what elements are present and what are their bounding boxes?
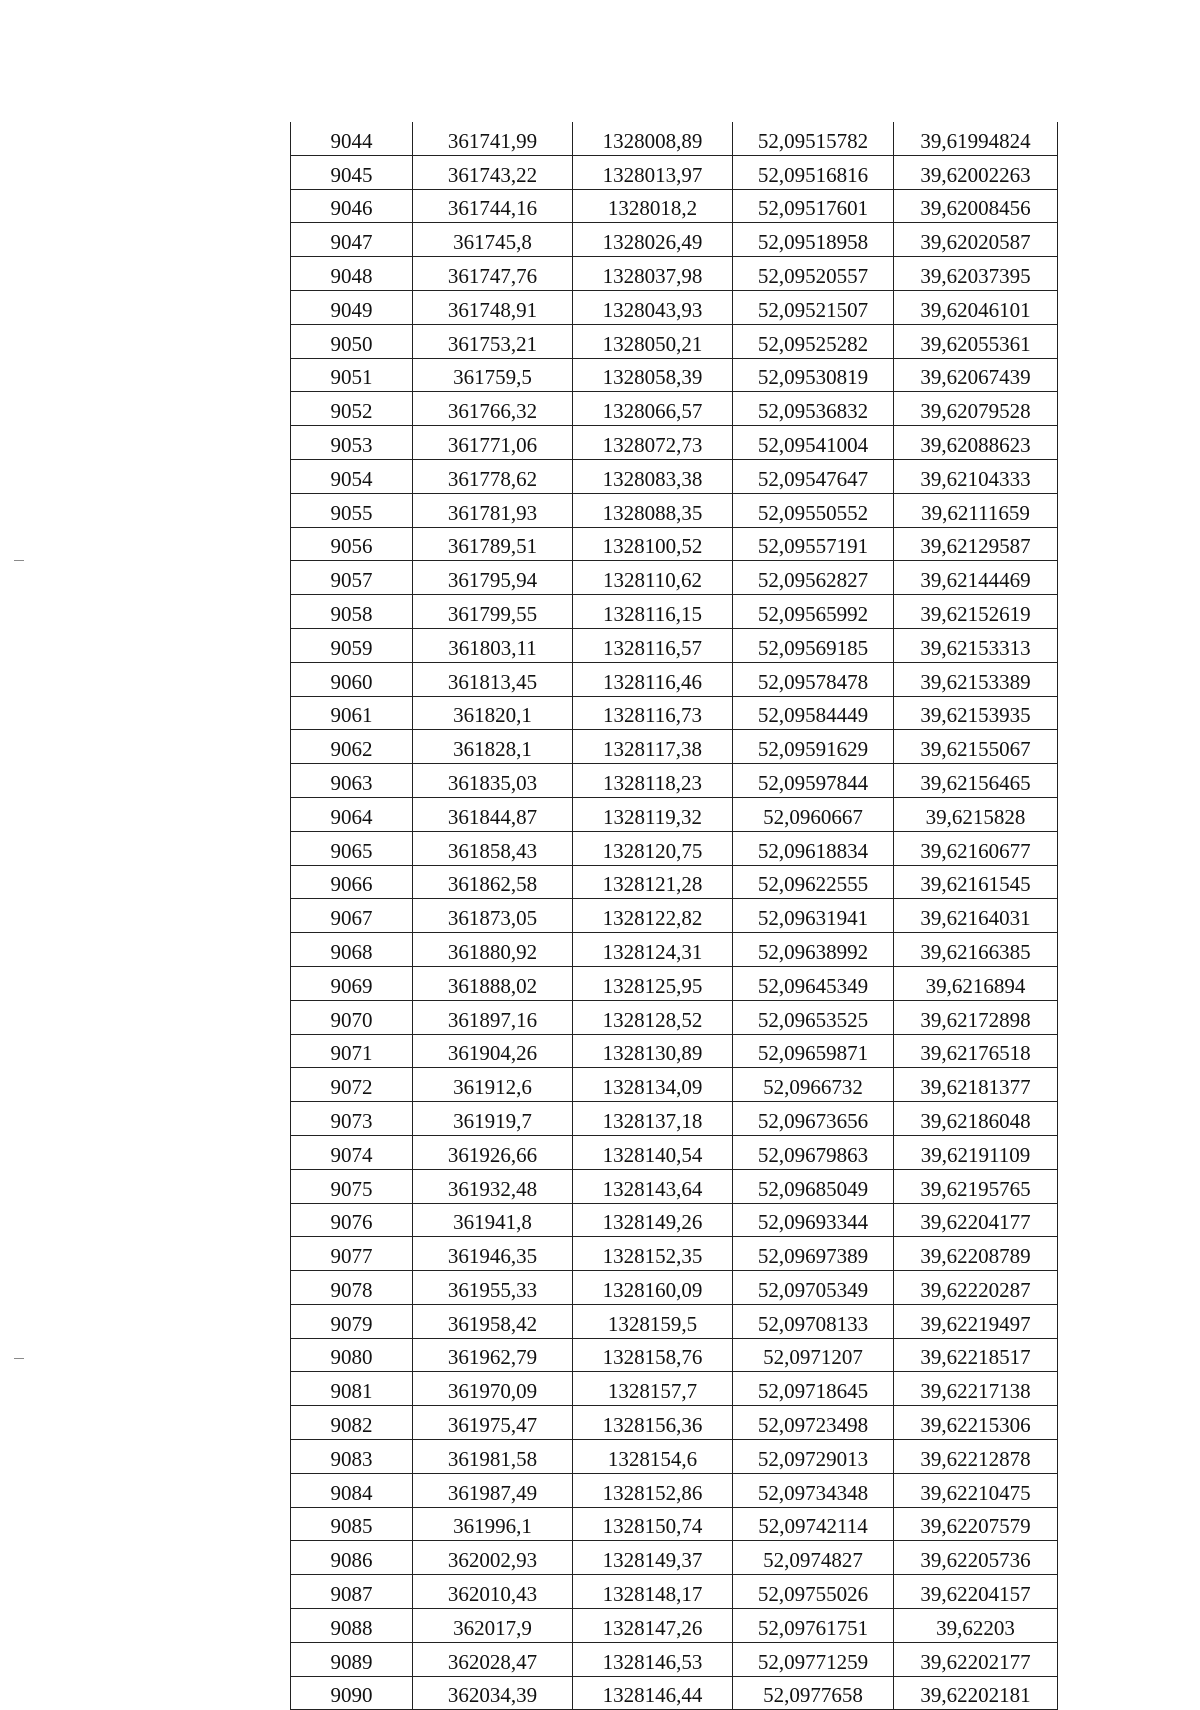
x-coordinate-cell: 361946,35: [413, 1237, 573, 1271]
table-row: [291, 1000, 1058, 1034]
x-coordinate-cell: 361835,03: [413, 764, 573, 798]
x-coordinate-cell: 361743,22: [413, 155, 573, 189]
longitude-cell: 39,62202177: [894, 1642, 1058, 1676]
y-coordinate-cell: 1328152,86: [573, 1473, 733, 1507]
y-coordinate-cell: 1328043,93: [573, 290, 733, 324]
latitude-cell: 52,09597844: [733, 764, 894, 798]
y-coordinate-cell: 1328050,21: [573, 324, 733, 358]
point-number-cell: 9051: [291, 358, 413, 392]
table-row: [291, 730, 1058, 764]
latitude-cell: 52,09536832: [733, 392, 894, 426]
latitude-cell: 52,0966732: [733, 1068, 894, 1102]
y-coordinate-cell: 1328149,37: [573, 1541, 733, 1575]
table-row: [291, 290, 1058, 324]
longitude-cell: 39,62212878: [894, 1440, 1058, 1474]
table-row: [291, 933, 1058, 967]
y-coordinate-cell: 1328118,23: [573, 764, 733, 798]
y-coordinate-cell: 1328121,28: [573, 865, 733, 899]
longitude-cell: 39,62208789: [894, 1237, 1058, 1271]
y-coordinate-cell: 1328124,31: [573, 933, 733, 967]
latitude-cell: 52,09515782: [733, 122, 894, 155]
y-coordinate-cell: 1328146,53: [573, 1642, 733, 1676]
y-coordinate-cell: 1328150,74: [573, 1507, 733, 1541]
y-coordinate-cell: 1328122,82: [573, 899, 733, 933]
point-number-cell: 9071: [291, 1034, 413, 1068]
latitude-cell: 52,0971207: [733, 1338, 894, 1372]
y-coordinate-cell: 1328110,62: [573, 561, 733, 595]
point-number-cell: 9068: [291, 933, 413, 967]
x-coordinate-cell: 361745,8: [413, 223, 573, 257]
longitude-cell: 39,62220287: [894, 1271, 1058, 1305]
point-number-cell: 9080: [291, 1338, 413, 1372]
latitude-cell: 52,09518958: [733, 223, 894, 257]
longitude-cell: 39,62207579: [894, 1507, 1058, 1541]
longitude-cell: 39,6216894: [894, 966, 1058, 1000]
x-coordinate-cell: 361766,32: [413, 392, 573, 426]
latitude-cell: 52,09705349: [733, 1271, 894, 1305]
latitude-cell: 52,09693344: [733, 1203, 894, 1237]
x-coordinate-cell: 361803,11: [413, 628, 573, 662]
point-number-cell: 9054: [291, 459, 413, 493]
latitude-cell: 52,09685049: [733, 1169, 894, 1203]
longitude-cell: 39,62202181: [894, 1676, 1058, 1710]
y-coordinate-cell: 1328058,39: [573, 358, 733, 392]
longitude-cell: 39,62161545: [894, 865, 1058, 899]
point-number-cell: 9089: [291, 1642, 413, 1676]
table-row: [291, 764, 1058, 798]
x-coordinate-cell: 361759,5: [413, 358, 573, 392]
point-number-cell: 9084: [291, 1473, 413, 1507]
y-coordinate-cell: 1328013,97: [573, 155, 733, 189]
y-coordinate-cell: 1328157,7: [573, 1372, 733, 1406]
latitude-cell: 52,0974827: [733, 1541, 894, 1575]
x-coordinate-cell: 361932,48: [413, 1169, 573, 1203]
longitude-cell: 39,62152619: [894, 595, 1058, 629]
x-coordinate-cell: 361781,93: [413, 493, 573, 527]
table-row: [291, 1068, 1058, 1102]
y-coordinate-cell: 1328158,76: [573, 1338, 733, 1372]
longitude-cell: 39,62155067: [894, 730, 1058, 764]
point-number-cell: 9066: [291, 865, 413, 899]
latitude-cell: 52,09520557: [733, 257, 894, 291]
point-number-cell: 9072: [291, 1068, 413, 1102]
y-coordinate-cell: 1328156,36: [573, 1406, 733, 1440]
x-coordinate-cell: 361753,21: [413, 324, 573, 358]
table-row: [291, 1406, 1058, 1440]
longitude-cell: 39,62195765: [894, 1169, 1058, 1203]
table-row: [291, 831, 1058, 865]
latitude-cell: 52,09631941: [733, 899, 894, 933]
x-coordinate-cell: 361748,91: [413, 290, 573, 324]
x-coordinate-cell: 361970,09: [413, 1372, 573, 1406]
y-coordinate-cell: 1328130,89: [573, 1034, 733, 1068]
y-coordinate-cell: 1328066,57: [573, 392, 733, 426]
table-row: [291, 865, 1058, 899]
y-coordinate-cell: 1328018,2: [573, 189, 733, 223]
x-coordinate-cell: 362034,39: [413, 1676, 573, 1710]
latitude-cell: 52,09547647: [733, 459, 894, 493]
x-coordinate-cell: 361862,58: [413, 865, 573, 899]
y-coordinate-cell: 1328154,6: [573, 1440, 733, 1474]
point-number-cell: 9085: [291, 1507, 413, 1541]
point-number-cell: 9044: [291, 122, 413, 155]
latitude-cell: 52,09557191: [733, 527, 894, 561]
y-coordinate-cell: 1328008,89: [573, 122, 733, 155]
point-number-cell: 9055: [291, 493, 413, 527]
x-coordinate-cell: 361912,6: [413, 1068, 573, 1102]
table-row: [291, 1237, 1058, 1271]
y-coordinate-cell: 1328037,98: [573, 257, 733, 291]
table-row: [291, 1507, 1058, 1541]
latitude-cell: 52,09697389: [733, 1237, 894, 1271]
y-coordinate-cell: 1328088,35: [573, 493, 733, 527]
table-row: [291, 1642, 1058, 1676]
y-coordinate-cell: 1328026,49: [573, 223, 733, 257]
latitude-cell: 52,09516816: [733, 155, 894, 189]
point-number-cell: 9047: [291, 223, 413, 257]
longitude-cell: 39,62191109: [894, 1135, 1058, 1169]
y-coordinate-cell: 1328117,38: [573, 730, 733, 764]
y-coordinate-cell: 1328146,44: [573, 1676, 733, 1710]
y-coordinate-cell: 1328143,64: [573, 1169, 733, 1203]
table-row: [291, 1541, 1058, 1575]
x-coordinate-cell: 361795,94: [413, 561, 573, 595]
table-row: [291, 1440, 1058, 1474]
latitude-cell: 52,09742114: [733, 1507, 894, 1541]
longitude-cell: 39,62166385: [894, 933, 1058, 967]
point-number-cell: 9076: [291, 1203, 413, 1237]
latitude-cell: 52,09618834: [733, 831, 894, 865]
table-row: [291, 1609, 1058, 1643]
point-number-cell: 9060: [291, 662, 413, 696]
y-coordinate-cell: 1328148,17: [573, 1575, 733, 1609]
latitude-cell: 52,09761751: [733, 1609, 894, 1643]
longitude-cell: 39,62176518: [894, 1034, 1058, 1068]
longitude-cell: 39,62008456: [894, 189, 1058, 223]
point-number-cell: 9078: [291, 1271, 413, 1305]
latitude-cell: 52,09708133: [733, 1304, 894, 1338]
latitude-cell: 52,09729013: [733, 1440, 894, 1474]
latitude-cell: 52,0977658: [733, 1676, 894, 1710]
table-row: [291, 459, 1058, 493]
table-row: [291, 122, 1058, 155]
latitude-cell: 52,09569185: [733, 628, 894, 662]
longitude-cell: 39,62046101: [894, 290, 1058, 324]
latitude-cell: 52,09638992: [733, 933, 894, 967]
x-coordinate-cell: 361799,55: [413, 595, 573, 629]
longitude-cell: 39,62153935: [894, 696, 1058, 730]
latitude-cell: 52,09530819: [733, 358, 894, 392]
longitude-cell: 39,62037395: [894, 257, 1058, 291]
latitude-cell: 52,09517601: [733, 189, 894, 223]
point-number-cell: 9053: [291, 426, 413, 460]
point-number-cell: 9074: [291, 1135, 413, 1169]
longitude-cell: 39,62020587: [894, 223, 1058, 257]
longitude-cell: 39,62210475: [894, 1473, 1058, 1507]
x-coordinate-cell: 361828,1: [413, 730, 573, 764]
table-row: [291, 324, 1058, 358]
point-number-cell: 9070: [291, 1000, 413, 1034]
point-number-cell: 9079: [291, 1304, 413, 1338]
latitude-cell: 52,09645349: [733, 966, 894, 1000]
coordinates-table-body: [291, 122, 1058, 1710]
point-number-cell: 9049: [291, 290, 413, 324]
x-coordinate-cell: 361955,33: [413, 1271, 573, 1305]
point-number-cell: 9067: [291, 899, 413, 933]
x-coordinate-cell: 361941,8: [413, 1203, 573, 1237]
point-number-cell: 9062: [291, 730, 413, 764]
point-number-cell: 9065: [291, 831, 413, 865]
table-row: [291, 189, 1058, 223]
longitude-cell: 39,62055361: [894, 324, 1058, 358]
x-coordinate-cell: 361741,99: [413, 122, 573, 155]
longitude-cell: 39,62079528: [894, 392, 1058, 426]
latitude-cell: 52,0960667: [733, 797, 894, 831]
longitude-cell: 39,62144469: [894, 561, 1058, 595]
point-number-cell: 9048: [291, 257, 413, 291]
longitude-cell: 39,62153313: [894, 628, 1058, 662]
x-coordinate-cell: 361888,02: [413, 966, 573, 1000]
y-coordinate-cell: 1328119,32: [573, 797, 733, 831]
longitude-cell: 39,62204177: [894, 1203, 1058, 1237]
y-coordinate-cell: 1328083,38: [573, 459, 733, 493]
x-coordinate-cell: 362002,93: [413, 1541, 573, 1575]
x-coordinate-cell: 361919,7: [413, 1102, 573, 1136]
point-number-cell: 9073: [291, 1102, 413, 1136]
x-coordinate-cell: 361858,43: [413, 831, 573, 865]
point-number-cell: 9052: [291, 392, 413, 426]
table-row: [291, 1304, 1058, 1338]
point-number-cell: 9046: [291, 189, 413, 223]
latitude-cell: 52,09541004: [733, 426, 894, 460]
longitude-cell: 39,62111659: [894, 493, 1058, 527]
table-row: [291, 155, 1058, 189]
point-number-cell: 9069: [291, 966, 413, 1000]
y-coordinate-cell: 1328137,18: [573, 1102, 733, 1136]
longitude-cell: 39,62129587: [894, 527, 1058, 561]
longitude-cell: 39,62181377: [894, 1068, 1058, 1102]
x-coordinate-cell: 361744,16: [413, 189, 573, 223]
point-number-cell: 9063: [291, 764, 413, 798]
point-number-cell: 9086: [291, 1541, 413, 1575]
table-row: [291, 1372, 1058, 1406]
y-coordinate-cell: 1328160,09: [573, 1271, 733, 1305]
x-coordinate-cell: 361873,05: [413, 899, 573, 933]
point-number-cell: 9059: [291, 628, 413, 662]
table-row: [291, 1169, 1058, 1203]
longitude-cell: 39,62218517: [894, 1338, 1058, 1372]
point-number-cell: 9087: [291, 1575, 413, 1609]
longitude-cell: 39,62067439: [894, 358, 1058, 392]
table-row: [291, 696, 1058, 730]
x-coordinate-cell: 361996,1: [413, 1507, 573, 1541]
x-coordinate-cell: 361987,49: [413, 1473, 573, 1507]
y-coordinate-cell: 1328116,73: [573, 696, 733, 730]
longitude-cell: 39,62156465: [894, 764, 1058, 798]
table-row: [291, 1473, 1058, 1507]
latitude-cell: 52,09622555: [733, 865, 894, 899]
latitude-cell: 52,09659871: [733, 1034, 894, 1068]
latitude-cell: 52,09584449: [733, 696, 894, 730]
table-row: [291, 797, 1058, 831]
latitude-cell: 52,09771259: [733, 1642, 894, 1676]
point-number-cell: 9081: [291, 1372, 413, 1406]
y-coordinate-cell: 1328116,57: [573, 628, 733, 662]
x-coordinate-cell: 361789,51: [413, 527, 573, 561]
point-number-cell: 9077: [291, 1237, 413, 1271]
point-number-cell: 9057: [291, 561, 413, 595]
latitude-cell: 52,09562827: [733, 561, 894, 595]
x-coordinate-cell: 361813,45: [413, 662, 573, 696]
y-coordinate-cell: 1328116,15: [573, 595, 733, 629]
x-coordinate-cell: 361771,06: [413, 426, 573, 460]
y-coordinate-cell: 1328120,75: [573, 831, 733, 865]
table-row: [291, 493, 1058, 527]
latitude-cell: 52,09673656: [733, 1102, 894, 1136]
longitude-cell: 39,61994824: [894, 122, 1058, 155]
longitude-cell: 39,62205736: [894, 1541, 1058, 1575]
x-coordinate-cell: 361897,16: [413, 1000, 573, 1034]
x-coordinate-cell: 361926,66: [413, 1135, 573, 1169]
table-row: [291, 257, 1058, 291]
table-row: [291, 358, 1058, 392]
longitude-cell: 39,62203: [894, 1609, 1058, 1643]
scan-mark: [14, 560, 24, 561]
coordinates-table: [290, 122, 1058, 1710]
x-coordinate-cell: 362010,43: [413, 1575, 573, 1609]
x-coordinate-cell: 361820,1: [413, 696, 573, 730]
y-coordinate-cell: 1328100,52: [573, 527, 733, 561]
y-coordinate-cell: 1328125,95: [573, 966, 733, 1000]
x-coordinate-cell: 362017,9: [413, 1609, 573, 1643]
table-row: [291, 1135, 1058, 1169]
table-row: [291, 899, 1058, 933]
table-row: [291, 662, 1058, 696]
y-coordinate-cell: 1328072,73: [573, 426, 733, 460]
latitude-cell: 52,09679863: [733, 1135, 894, 1169]
longitude-cell: 39,62088623: [894, 426, 1058, 460]
x-coordinate-cell: 361975,47: [413, 1406, 573, 1440]
x-coordinate-cell: 361844,87: [413, 797, 573, 831]
x-coordinate-cell: 361962,79: [413, 1338, 573, 1372]
longitude-cell: 39,62172898: [894, 1000, 1058, 1034]
point-number-cell: 9058: [291, 595, 413, 629]
scan-mark: [14, 1358, 24, 1359]
table-row: [291, 392, 1058, 426]
y-coordinate-cell: 1328128,52: [573, 1000, 733, 1034]
x-coordinate-cell: 362028,47: [413, 1642, 573, 1676]
point-number-cell: 9082: [291, 1406, 413, 1440]
table-row: [291, 966, 1058, 1000]
point-number-cell: 9090: [291, 1676, 413, 1710]
longitude-cell: 39,62164031: [894, 899, 1058, 933]
y-coordinate-cell: 1328134,09: [573, 1068, 733, 1102]
x-coordinate-cell: 361778,62: [413, 459, 573, 493]
table-row: [291, 1102, 1058, 1136]
point-number-cell: 9050: [291, 324, 413, 358]
table-row: [291, 628, 1058, 662]
latitude-cell: 52,09591629: [733, 730, 894, 764]
longitude-cell: 39,62217138: [894, 1372, 1058, 1406]
latitude-cell: 52,09525282: [733, 324, 894, 358]
longitude-cell: 39,62153389: [894, 662, 1058, 696]
table-row: [291, 595, 1058, 629]
x-coordinate-cell: 361880,92: [413, 933, 573, 967]
table-row: [291, 1338, 1058, 1372]
y-coordinate-cell: 1328140,54: [573, 1135, 733, 1169]
longitude-cell: 39,62204157: [894, 1575, 1058, 1609]
latitude-cell: 52,09550552: [733, 493, 894, 527]
longitude-cell: 39,62186048: [894, 1102, 1058, 1136]
y-coordinate-cell: 1328152,35: [573, 1237, 733, 1271]
longitude-cell: 39,62002263: [894, 155, 1058, 189]
y-coordinate-cell: 1328149,26: [573, 1203, 733, 1237]
y-coordinate-cell: 1328116,46: [573, 662, 733, 696]
latitude-cell: 52,09718645: [733, 1372, 894, 1406]
table-row: [291, 223, 1058, 257]
x-coordinate-cell: 361904,26: [413, 1034, 573, 1068]
point-number-cell: 9064: [291, 797, 413, 831]
x-coordinate-cell: 361747,76: [413, 257, 573, 291]
table-row: [291, 1676, 1058, 1710]
point-number-cell: 9075: [291, 1169, 413, 1203]
y-coordinate-cell: 1328147,26: [573, 1609, 733, 1643]
point-number-cell: 9056: [291, 527, 413, 561]
longitude-cell: 39,62160677: [894, 831, 1058, 865]
latitude-cell: 52,09578478: [733, 662, 894, 696]
longitude-cell: 39,6215828: [894, 797, 1058, 831]
y-coordinate-cell: 1328159,5: [573, 1304, 733, 1338]
latitude-cell: 52,09723498: [733, 1406, 894, 1440]
point-number-cell: 9061: [291, 696, 413, 730]
point-number-cell: 9083: [291, 1440, 413, 1474]
latitude-cell: 52,09521507: [733, 290, 894, 324]
latitude-cell: 52,09734348: [733, 1473, 894, 1507]
table-row: [291, 527, 1058, 561]
x-coordinate-cell: 361981,58: [413, 1440, 573, 1474]
table-row: [291, 1203, 1058, 1237]
x-coordinate-cell: 361958,42: [413, 1304, 573, 1338]
table-row: [291, 426, 1058, 460]
table-row: [291, 1034, 1058, 1068]
point-number-cell: 9088: [291, 1609, 413, 1643]
longitude-cell: 39,62215306: [894, 1406, 1058, 1440]
table-row: [291, 1271, 1058, 1305]
longitude-cell: 39,62219497: [894, 1304, 1058, 1338]
table-row: [291, 561, 1058, 595]
latitude-cell: 52,09653525: [733, 1000, 894, 1034]
latitude-cell: 52,09755026: [733, 1575, 894, 1609]
point-number-cell: 9045: [291, 155, 413, 189]
table-row: [291, 1575, 1058, 1609]
longitude-cell: 39,62104333: [894, 459, 1058, 493]
latitude-cell: 52,09565992: [733, 595, 894, 629]
